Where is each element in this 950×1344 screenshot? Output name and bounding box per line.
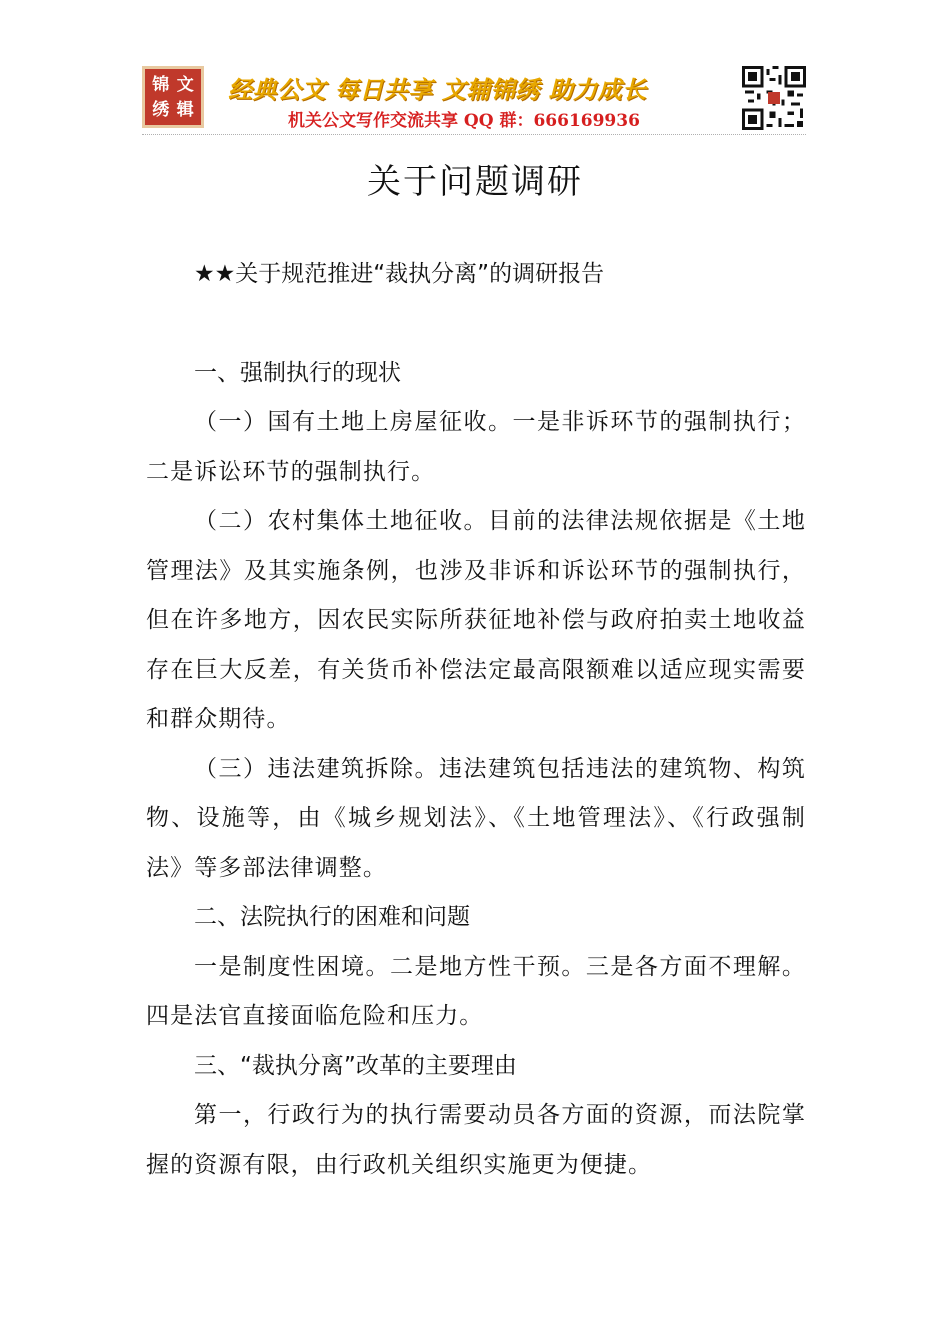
logo-char: 辑	[176, 100, 194, 120]
logo-char: 绣	[152, 100, 170, 120]
document-title: 关于问题调研	[367, 162, 583, 202]
section-heading: 三、“裁执分离”改革的主要理由	[194, 1052, 517, 1079]
banner-qq-line: 机关公文写作交流共享 QQ 群：666169936	[288, 111, 640, 131]
document-body	[146, 250, 806, 1190]
logo	[142, 66, 204, 128]
header-banner	[142, 66, 806, 138]
paragraph: （二）农村集体土地征收。目前的法律法规依据是《土地管理法》及其实施条例，也涉及非诉和诉讼环节的强制执行，但在许多地方，因农民实际所获征地补偿与政府拍卖土地收益存在巨大反差，有关货币补偿法定最高限额难以适应现实需要和群众期待。	[146, 508, 806, 732]
banner-divider	[142, 134, 806, 135]
logo-char: 文	[176, 75, 194, 95]
report-title: ★★关于规范推进“裁执分离”的调研报告	[194, 261, 605, 287]
paragraph: （一）国有土地上房屋征收。一是非诉环节的强制执行；二是诉讼环节的强制执行。	[146, 409, 806, 485]
paragraph: （三）违法建筑拆除。违法建筑包括违法的建筑物、构筑物、设施等，由《城乡规划法》、《土地管理法》、《行政强制法》等多部法律调整。	[146, 755, 806, 881]
paragraph: 第一，行政行为的执行需要动员各方面的资源，而法院掌握的资源有限，由行政机关组织实施更为便捷。	[146, 1102, 806, 1178]
section-heading: 一、强制执行的现状	[194, 359, 401, 386]
banner-slogan: 经典公文 每日共享 文辅锦绣 助力成长	[228, 76, 647, 104]
qr-code-icon	[742, 66, 806, 130]
logo-char: 锦	[152, 75, 170, 95]
section-heading: 二、法院执行的困难和问题	[194, 904, 470, 930]
paragraph: 一是制度性困境。二是地方性干预。三是各方面不理解。四是法官直接面临危险和压力。	[146, 953, 806, 1029]
